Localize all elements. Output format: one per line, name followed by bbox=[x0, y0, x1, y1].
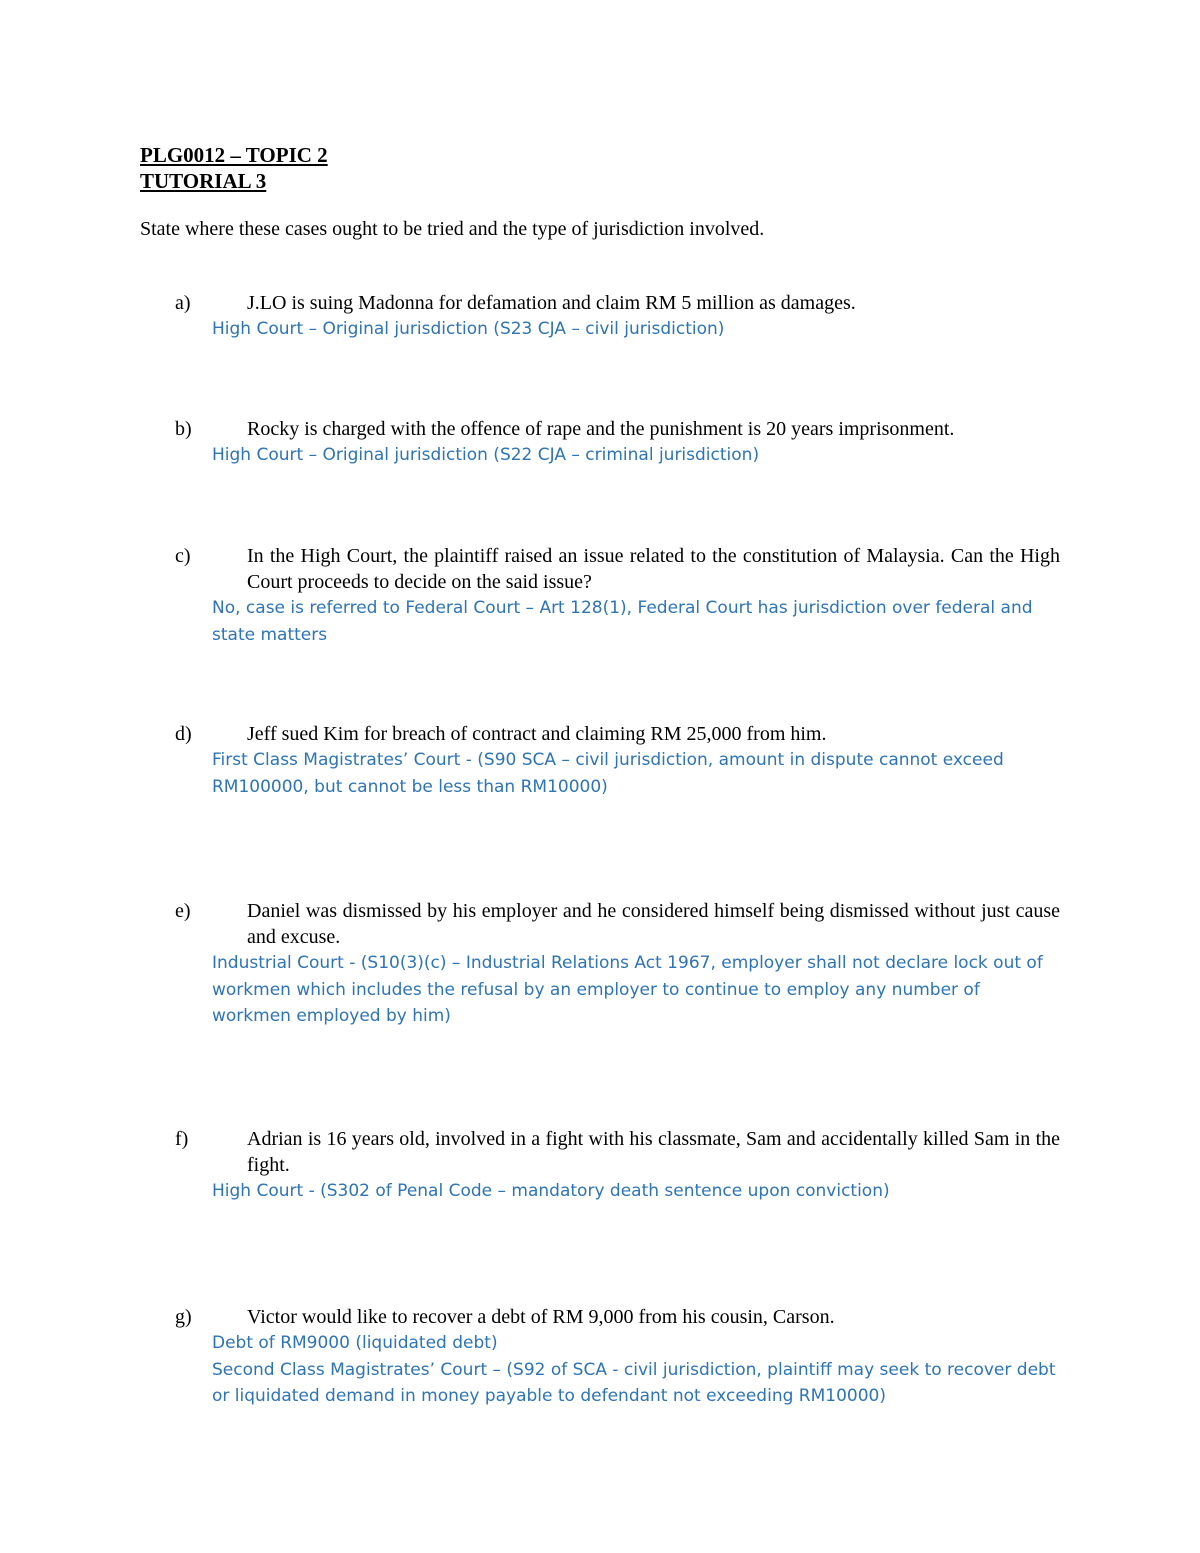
question-g bbox=[175, 1304, 1060, 1410]
answer-text: First Class Magistrates’ Court - (S90 SCA – civil jurisdiction, amount in dispute cannot exceed RM100000, but cannot be less than RM10000) bbox=[212, 750, 1004, 797]
question-text: Daniel was dismissed by his employer and he considered himself being dismissed without just cause and excuse. bbox=[247, 900, 1060, 948]
question-letter: b) bbox=[175, 418, 192, 440]
answer-text: High Court - (S302 of Penal Code – mandatory death sentence upon conviction) bbox=[212, 1181, 890, 1201]
question-c bbox=[175, 543, 1060, 648]
answer-text: High Court – Original jurisdiction (S23 CJA – civil jurisdiction) bbox=[212, 319, 725, 339]
question-e bbox=[175, 898, 1060, 1030]
question-letter: f) bbox=[175, 1128, 189, 1150]
answer-text: No, case is referred to Federal Court – Art 128(1), Federal Court has jurisdiction over federal and state matters bbox=[212, 598, 1033, 645]
question-d bbox=[175, 721, 1060, 800]
question-text: In the High Court, the plaintiff raised an issue related to the constitution of Malaysia. Can the High Court proceeds to decide on the said issue? bbox=[247, 545, 1060, 593]
answer-text: Industrial Court - (S10(3)(c) – Industrial Relations Act 1967, employer shall not declare lock out of workmen which includes the refusal by an employer to continue to employ any number of workmen employed by him) bbox=[212, 953, 1043, 1026]
question-letter: e) bbox=[175, 900, 191, 922]
question-letter: d) bbox=[175, 723, 192, 745]
document-title-tutorial: TUTORIAL 3 bbox=[140, 169, 267, 193]
answer-text-debt: Debt of RM9000 (liquidated debt) bbox=[212, 1333, 498, 1353]
question-b bbox=[175, 416, 1060, 469]
question-letter: a) bbox=[175, 292, 191, 314]
question-letter: c) bbox=[175, 545, 191, 567]
question-text: Victor would like to recover a debt of RM 9,000 from his cousin, Carson. bbox=[247, 1306, 835, 1328]
question-letter: g) bbox=[175, 1306, 192, 1328]
question-text: Adrian is 16 years old, involved in a fight with his classmate, Sam and accidentally killed Sam in the fight. bbox=[247, 1128, 1060, 1176]
instruction-text: State where these cases ought to be tried and the type of jurisdiction involved. bbox=[140, 218, 765, 240]
answer-text: High Court – Original jurisdiction (S22 CJA – criminal jurisdiction) bbox=[212, 445, 760, 465]
question-f bbox=[175, 1126, 1060, 1205]
document-title-course: PLG0012 – TOPIC 2 bbox=[140, 143, 328, 167]
question-a bbox=[175, 290, 1060, 343]
question-text: J.LO is suing Madonna for defamation and claim RM 5 million as damages. bbox=[247, 292, 856, 314]
question-text: Rocky is charged with the offence of rape and the punishment is 20 years imprisonment. bbox=[247, 418, 955, 440]
answer-text-court: Second Class Magistrates’ Court – (S92 of SCA - civil jurisdiction, plaintiff may seek to recover debt or liquidated demand in money payable to defendant not exceeding RM10000) bbox=[212, 1359, 1056, 1406]
question-text: Jeff sued Kim for breach of contract and claiming RM 25,000 from him. bbox=[247, 723, 827, 745]
